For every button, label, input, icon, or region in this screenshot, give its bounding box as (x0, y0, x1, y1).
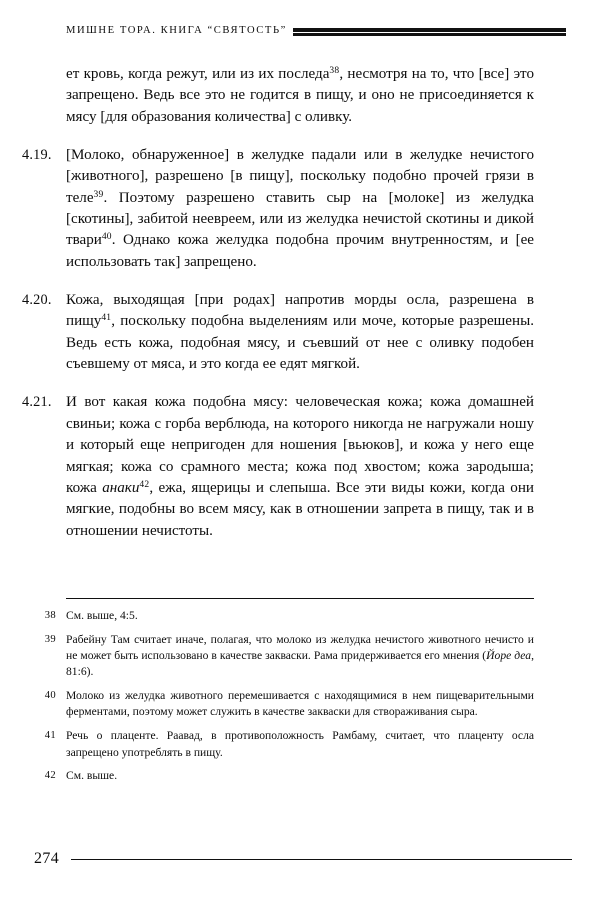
text-run: Молоко из желудка животного перемешивается с находящимися в нем пищеварительными ферментами, поэтому может служить в качестве закваски для створаживания сыра. (66, 689, 534, 719)
footnote-separator-rule (66, 598, 534, 599)
footer-rule (71, 859, 572, 860)
paragraph-number: 4.20. (22, 292, 52, 309)
footnotes-block (44, 598, 534, 785)
text-run: . Поэтому разрешено ставить сыр на [молоке] из желудка [скотины], забитой неевреем, или из желудка нечистой скотины и дикой твари (66, 189, 534, 249)
italic-term: Йоре деа (486, 649, 532, 663)
italic-term: анаки (102, 479, 140, 496)
footnote-item (44, 728, 534, 761)
paragraph-text (66, 145, 534, 273)
text-run: И вот какая кожа подобна мясу: человеческая кожа; кожа домашней свиньи; кожа с горба верблюда, на которого никогда не нагружали ношу и который еще непригоден для ношения [вьюков], и кожа у него еще мягкая; кожа со срамного места; кожа под хвостом; кожа зародыша; кожа (66, 394, 534, 496)
footnote-item (44, 632, 534, 681)
numbered-paragraph (22, 392, 535, 541)
running-header (66, 22, 566, 42)
footnote-number: 40 (44, 690, 56, 702)
footnote-marker: 41 (101, 313, 112, 324)
text-run: [Молоко, обнаруженное] в желудке падали или в желудке нечистого [животного], разрешено [в пищу], поскольку подобно прочей грязи в теле (66, 147, 534, 206)
footnote-number: 38 (44, 610, 56, 621)
text-run: , ежа, ящерицы и слепыша. Все эти виды кожи, когда они мягкие, подобны во всем мясу, как в отношении запрета в пищу, так и в отношении нечистоты. (66, 479, 535, 539)
footnote-text (66, 769, 117, 782)
numbered-paragraph (22, 145, 534, 273)
paragraph-text (66, 64, 534, 128)
footnote-marker: 38 (329, 66, 340, 77)
text-run: Речь о плаценте. Раавад, в противоположность Рамбаму, считает, что плаценту осла запрещено употреблять в пищу. (66, 729, 534, 759)
footnote-text (66, 633, 534, 679)
text-run: Кожа, выходящая [при родах] напротив морды осла, разрешена в пищу (66, 292, 534, 330)
footnote-marker: 39 (93, 189, 104, 200)
footnote-marker: 40 (101, 232, 112, 243)
footnote-item (44, 768, 534, 784)
text-run: , несмотря на то, что [все] это запрещено. Ведь все это не годится в пищу, и оно не присоединяется к мясу [для образования количества] с оливку. (66, 66, 534, 125)
page-footer (34, 848, 572, 870)
footnote-marker: 42 (139, 479, 150, 490)
page-number: 274 (34, 850, 60, 867)
footnote-text (66, 729, 534, 758)
body-text-block (22, 64, 535, 542)
footnote-number: 41 (44, 730, 56, 742)
footnote-list (44, 608, 534, 785)
footnote-text (66, 609, 138, 622)
paragraph-text (66, 392, 534, 541)
text-run: ет кровь, когда режут, или из их последа (66, 66, 330, 82)
footnote-number: 39 (44, 633, 56, 645)
text-run: См. выше, 4:5. (66, 609, 138, 622)
text-run: См. выше. (66, 769, 118, 783)
footnote-item (44, 608, 534, 624)
running-header-title: МИШНЕ ТОРА. КНИГА “СВЯТОСТЬ” (66, 25, 287, 37)
footnote-item (44, 688, 534, 721)
continuation-paragraph (66, 64, 534, 128)
footnote-number: 42 (44, 770, 56, 782)
text-run: , поскольку подобна выделениям или моче, которые разрешены. Ведь есть кожа, подобная мясу, и съевший от нее с оливку подобен съевшему от мяса, и это когда ее едят мягкой. (66, 313, 534, 373)
paragraph-text (66, 290, 534, 375)
footnote-text (66, 689, 534, 718)
paragraph-number: 4.19. (22, 147, 52, 164)
text-run: . Однако кожа желудка подобна прочим внутренностям, и [ее использовать так] запрещено. (66, 232, 534, 270)
header-double-rule (293, 28, 566, 36)
text-run: , 81:6). (66, 649, 534, 679)
text-run: Рабейну Там считает иначе, полагая, что молоко из желудка нечистого животного нечисто и не может быть использовано в качестве закваски. Рама придерживается его мнения ( (66, 632, 534, 663)
numbered-paragraph (22, 290, 534, 375)
paragraph-number: 4.21. (22, 394, 52, 411)
